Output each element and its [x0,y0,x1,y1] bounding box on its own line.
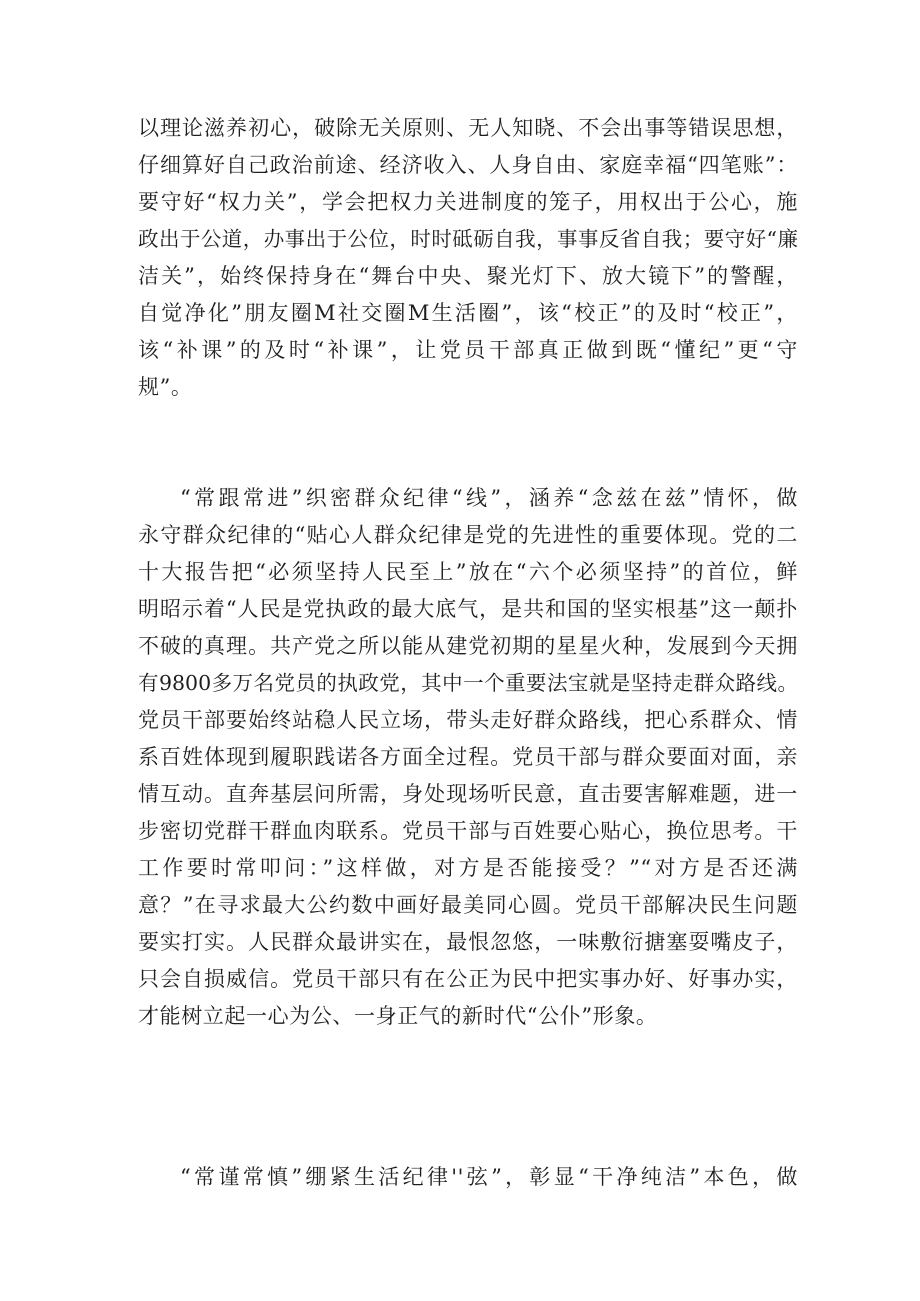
text-line: 十大报告把“必须坚持人民至上”放在“六个必须坚持”的首位，鲜 [138,560,798,584]
text-line: 要守好“权力关”，学会把权力关进制度的笼子，用权出于公心，施 [138,190,798,214]
text-line: 不破的真理。共产党之所以能从建党初期的星星火种，发展到今天拥 [138,634,798,658]
text-line: 规”。 [138,375,193,399]
text-line: 自觉净化”朋友圈M社交圈M生活圈”，该“校正”的及时“校正”， [138,301,798,325]
text-line: 情互动。直奔基层问所需，身处现场听民意，直击要害解难题，进一 [138,782,798,806]
text-line: 只会自损威信。党员干部只有在公正为民中把实事办好、好事办实， [138,967,798,991]
text-line: 该“补课”的及时“补课”，让党员干部真正做到既“懂纪”更“守 [138,338,798,362]
text-line: 明昭示着“人民是党执政的最大底气，是共和国的坚实根基”这一颠扑 [138,597,798,621]
text-line: 党员干部要始终站稳人民立场，带头走好群众路线，把心系群众、情 [138,708,798,732]
text-line: 意？”在寻求最大公约数中画好最美同心圆。党员干部解决民生问题 [138,893,798,917]
text-line: “常谨常慎”绷紧生活纪律''弦”，彰显“干净纯洁”本色，做 [180,1165,798,1189]
text-line: 有9800多万名党员的执政党，其中一个重要法宝就是坚持走群众路线。 [138,671,798,695]
text-line: 仔细算好自己政治前途、经济收入、人身自由、家庭幸福“四笔账”： [138,153,798,177]
text-line: 步密切党群干群血肉联系。党员干部与百姓要心贴心，换位思考。干 [138,819,798,843]
text-line: 工作要时常叩问：”这样做，对方是否能接受？”“对方是否还满 [138,856,798,880]
text-line: 以理论滋养初心，破除无关原则、无人知晓、不会出事等错误思想， [138,116,798,140]
text-line: 洁关”，始终保持身在“舞台中央、聚光灯下、放大镜下”的警醒， [138,264,798,288]
text-line: 要实打实。人民群众最讲实在，最恨忽悠，一味敷衍搪塞耍嘴皮子， [138,930,798,954]
text-line: 才能树立起一心为公、一身正气的新时代“公仆”形象。 [138,1004,658,1028]
text-line: “常跟常进”织密群众纪律“线”，涵养“念兹在兹”情怀，做 [180,486,798,510]
text-line: 政出于公道，办事出于公位，时时砥砺自我，事事反省自我；要守好“廉 [138,227,798,251]
text-line: 系百姓体现到履职践诺各方面全过程。党员干部与群众要面对面，亲 [138,745,798,769]
text-line: 永守群众纪律的“贴心人群众纪律是党的先进性的重要体现。党的二 [138,523,798,547]
